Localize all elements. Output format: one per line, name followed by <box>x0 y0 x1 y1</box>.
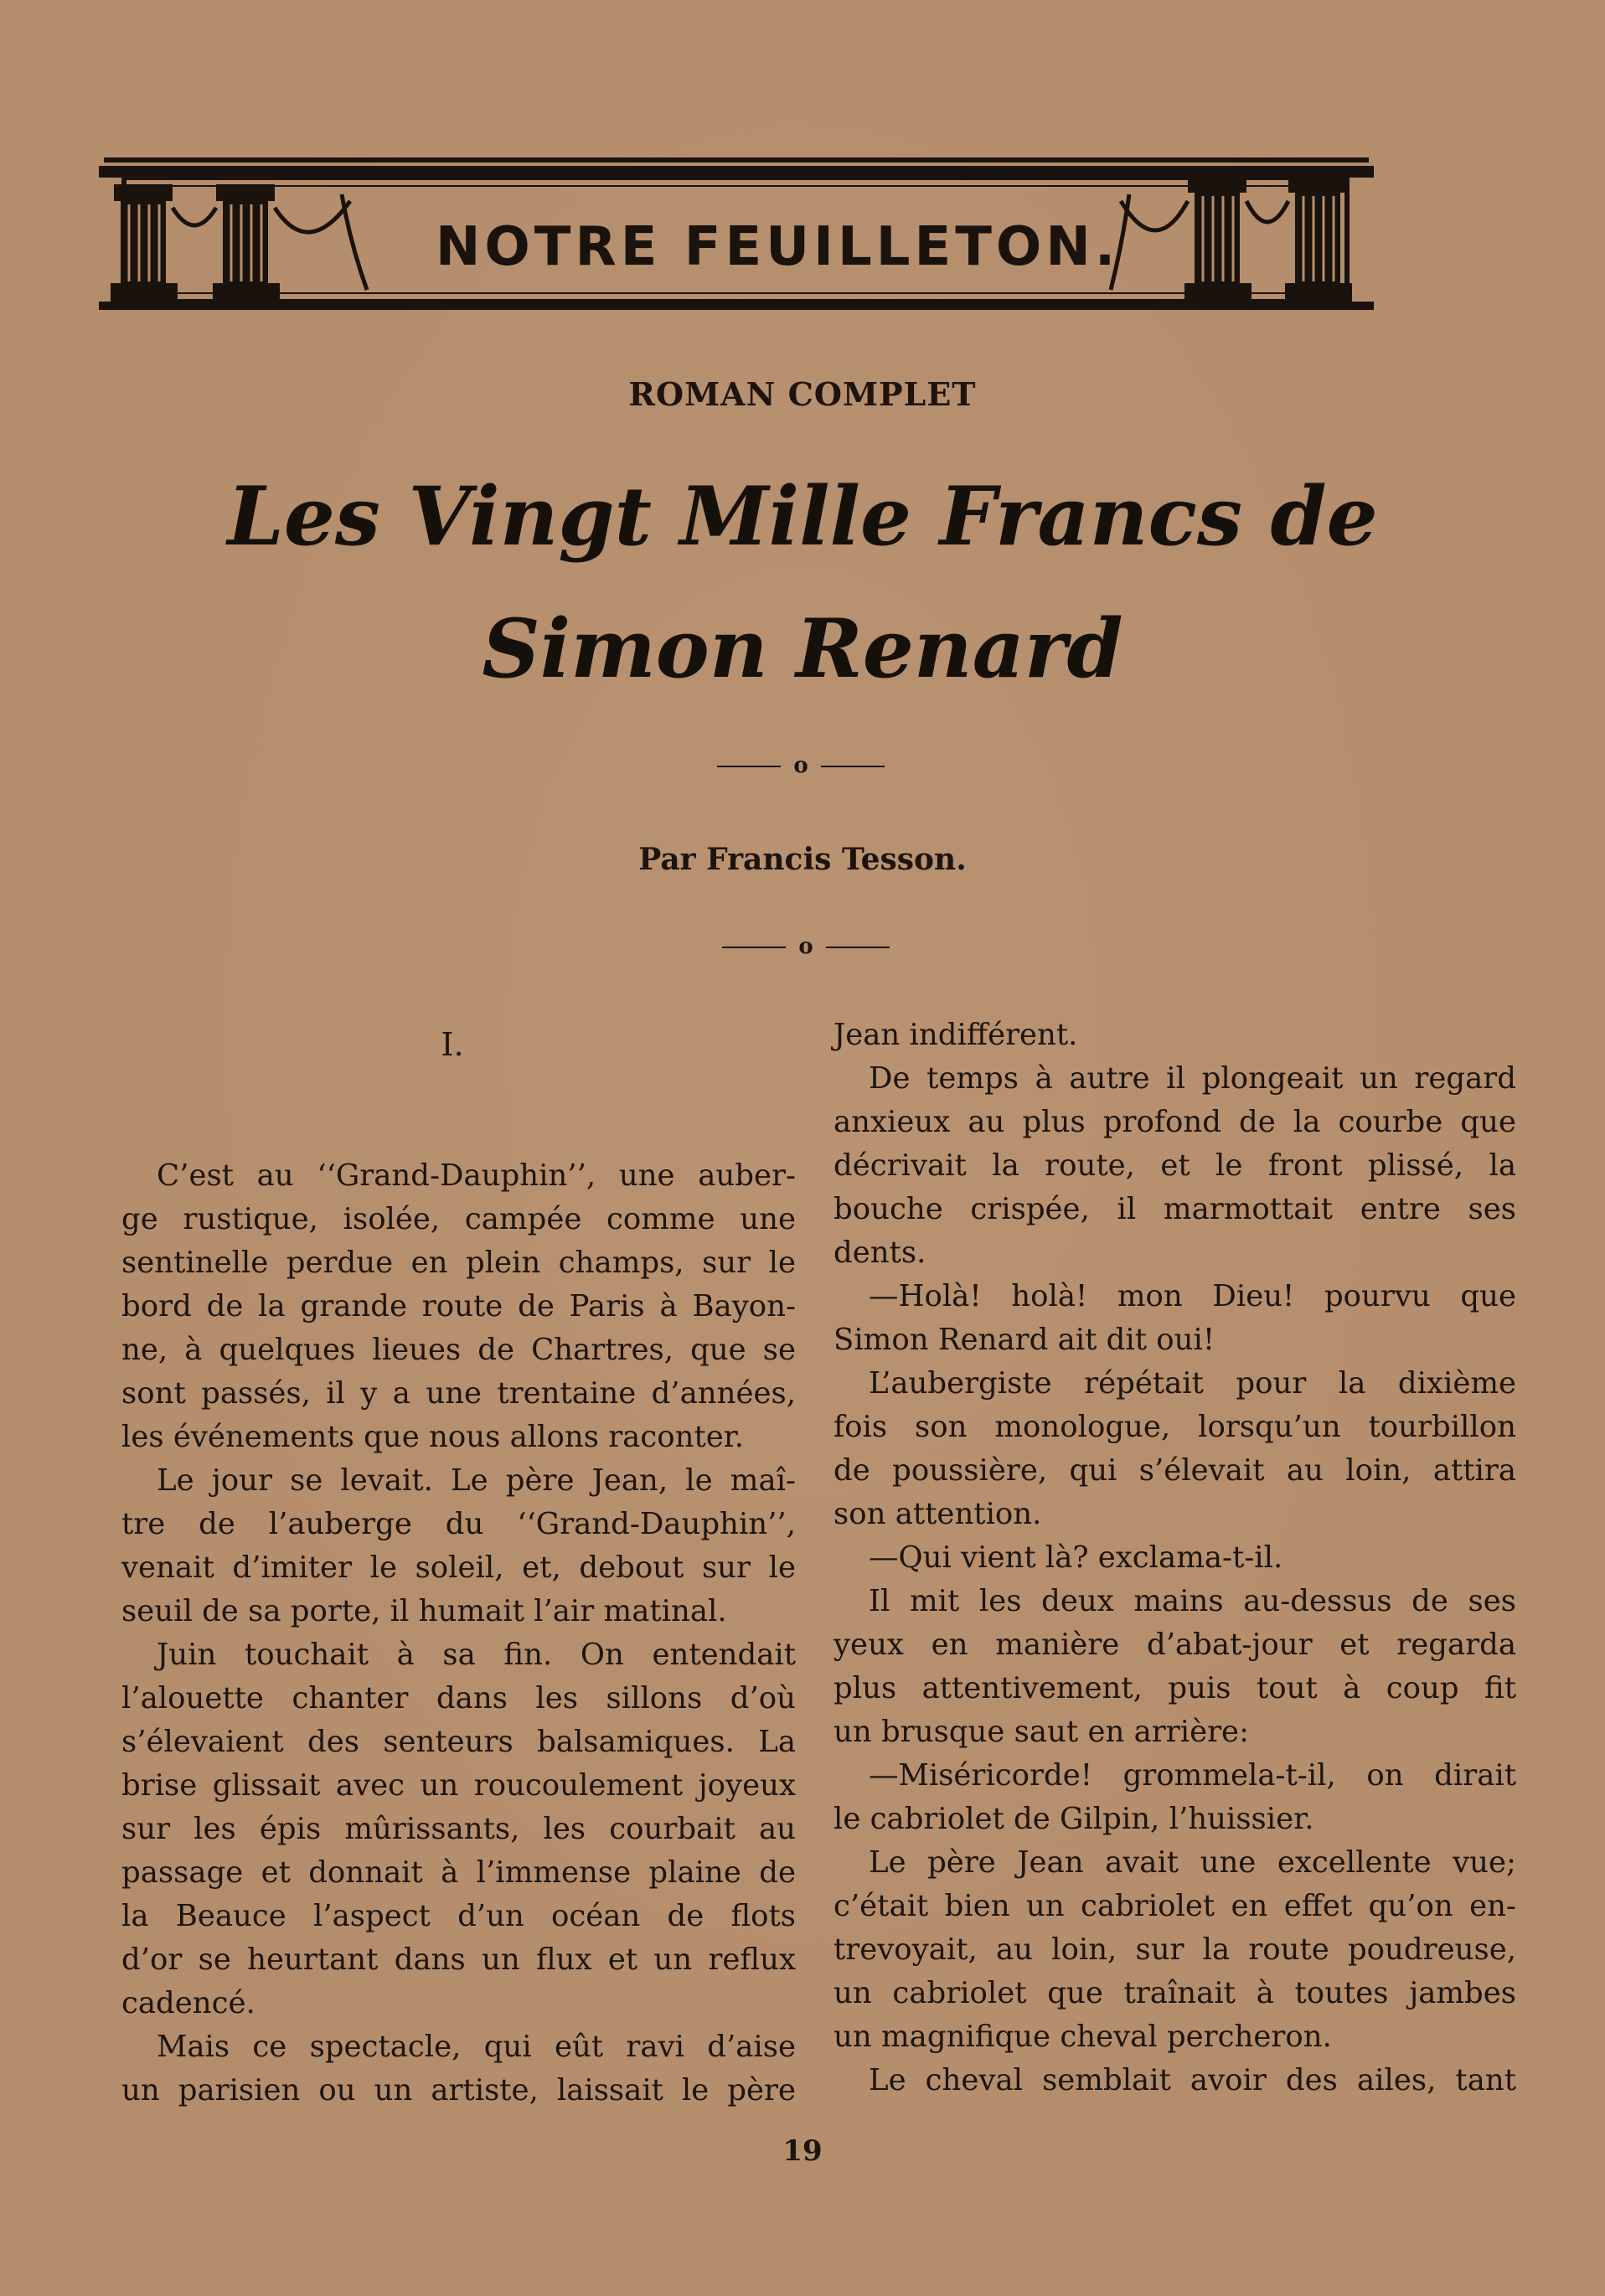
text-column-left <box>121 1154 796 2113</box>
text-line: L’aubergiste répétait pour la dixième <box>869 1366 1516 1401</box>
separator <box>717 753 885 778</box>
separator-dot: o <box>798 934 813 959</box>
text-line: sont passés, il y a une trentaine d’années, <box>121 1376 796 1411</box>
text-line: s’élevaient des senteurs balsamiques. La <box>121 1725 796 1759</box>
text-line: Il mit les deux mains au-dessus de ses <box>869 1584 1516 1618</box>
separator-rule-right <box>821 766 885 767</box>
article-author: Par Francis Tesson. <box>638 842 967 877</box>
text-line: la Beauce l’aspect d’un océan de flots <box>121 1899 796 1933</box>
text-line: venait d’imiter le soleil, et, debout sur le <box>121 1550 796 1585</box>
text-line: l’alouette chanter dans les sillons d’où <box>121 1681 796 1716</box>
text-line: d’or se heurtant dans un flux et un reflux <box>121 1943 796 1977</box>
separator-rule-right <box>826 947 890 948</box>
text-line: bouche crispée, il marmottait entre ses <box>833 1192 1516 1226</box>
text-line: c’était bien un cabriolet en effet qu’on en- <box>833 1889 1516 1923</box>
text-line: Juin touchait à sa fin. On entendait <box>157 1638 796 1672</box>
text-line: De temps à autre il plongeait un regard <box>869 1061 1516 1096</box>
text-line: un cabriolet que traînait à toutes jambes <box>833 1976 1516 2010</box>
article-title-line1: Les Vingt Mille Francs de <box>227 469 1378 564</box>
text-line: Simon Renard ait dit oui! <box>833 1323 1215 1357</box>
text-line: un parisien ou un artiste, laissait le père <box>121 2073 796 2108</box>
text-line: —Holà! holà! mon Dieu! pourvu que <box>869 1279 1516 1313</box>
text-line: décrivait la route, et le front plissé, la <box>833 1148 1516 1183</box>
text-line: un brusque saut en arrière: <box>833 1715 1250 1749</box>
text-line: trevoyait, au loin, sur la route poudreuse, <box>833 1932 1516 1967</box>
text-line: son attention. <box>833 1497 1042 1531</box>
text-line: fois son monologue, lorsqu’un tourbillon <box>833 1410 1516 1444</box>
text-line: C’est au ‘‘Grand-Dauphin’’, une auber- <box>157 1158 796 1193</box>
text-line: yeux en manière d’abat-jour et regarda <box>833 1628 1516 1662</box>
text-line: dents. <box>833 1236 926 1270</box>
text-line: un magnifique cheval percheron. <box>833 2020 1332 2054</box>
text-line: de poussière, qui s’élevait au loin, attira <box>833 1453 1516 1488</box>
text-line: le cabriolet de Gilpin, l’huissier. <box>833 1802 1314 1836</box>
separator-dot: o <box>793 753 808 778</box>
separator <box>722 934 890 959</box>
text-line: anxieux au plus profond de la courbe que <box>833 1105 1516 1139</box>
text-line: seuil de sa porte, il humait l’air matinal. <box>121 1594 727 1628</box>
text-column-right <box>833 1014 1516 2103</box>
banner-title: NOTRE FEUILLETON. <box>435 216 1120 278</box>
text-line: brise glissait avec un roucoulement joyeux <box>121 1768 796 1803</box>
text-line: bord de la grande route de Paris à Bayon- <box>121 1289 796 1323</box>
text-line: Le cheval semblait avoir des ailes, tant <box>869 2063 1516 2097</box>
page-number: 19 <box>782 2134 823 2168</box>
text-line: ne, à quelques lieues de Chartres, que se <box>121 1333 796 1367</box>
text-line: sentinelle perdue en plein champs, sur le <box>121 1246 796 1280</box>
text-line: sur les épis mûrissants, les courbait au <box>121 1812 796 1846</box>
text-line: —Miséricorde! grommela-t-il, on dirait <box>869 1758 1516 1793</box>
separator-rule-left <box>717 766 781 767</box>
text-line: cadencé. <box>121 1986 255 2020</box>
article-title-line2: Simon Renard <box>482 601 1123 696</box>
text-line: —Qui vient là? exclama-t-il. <box>869 1540 1283 1575</box>
article-kicker: ROMAN COMPLET <box>628 375 977 413</box>
separator-rule-left <box>722 947 786 948</box>
text-line: Jean indifférent. <box>833 1018 1078 1052</box>
header-banner <box>99 142 1374 335</box>
text-line: tre de l’auberge du ‘‘Grand-Dauphin’’, <box>121 1507 796 1541</box>
text-line: Le père Jean avait une excellente vue; <box>869 1845 1516 1880</box>
text-line: plus attentivement, puis tout à coup fit <box>833 1671 1516 1705</box>
chapter-number: I. <box>441 1026 464 1063</box>
text-line: les événements que nous allons raconter. <box>121 1420 745 1454</box>
text-line: passage et donnait à l’immense plaine de <box>121 1855 796 1890</box>
text-line: Le jour se levait. Le père Jean, le maî- <box>157 1463 796 1498</box>
text-line: ge rustique, isolée, campée comme une <box>121 1202 796 1236</box>
text-line: Mais ce spectacle, qui eût ravi d’aise <box>157 2030 796 2064</box>
